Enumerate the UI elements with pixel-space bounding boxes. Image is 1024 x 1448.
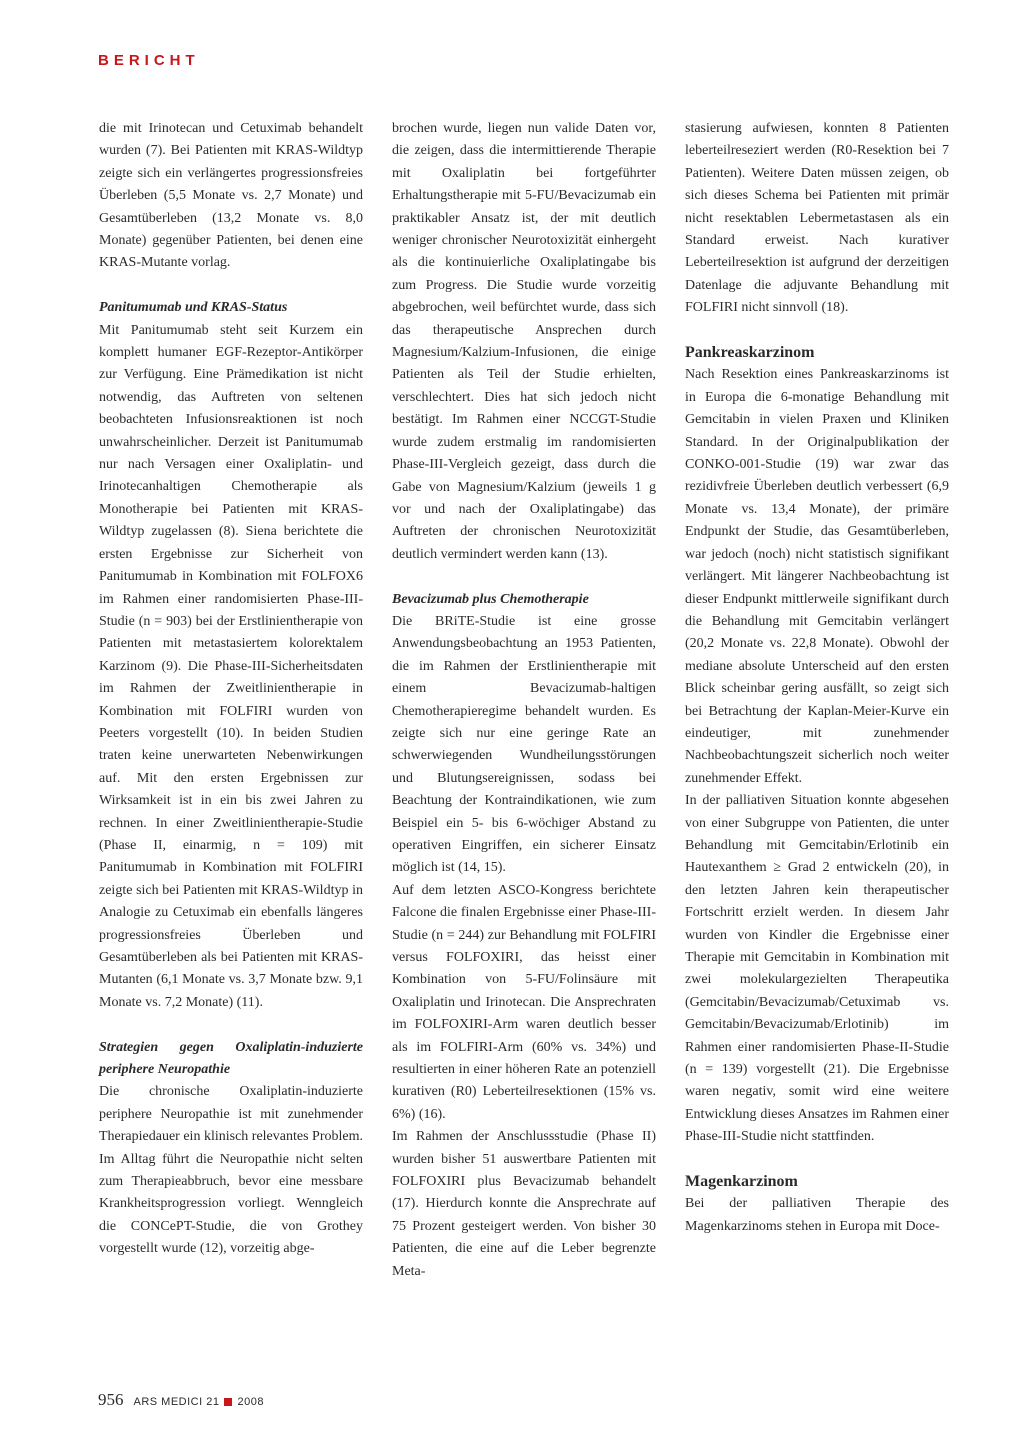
section-heading: Magenkarzinom [685, 1173, 798, 1191]
paragraph: brochen wurde, liegen nun valide Daten vor, die zeigen, dass die intermittierende Therapie mit Oxaliplatin bei fortgeführter Erhaltungstherapie mit 5-FU/Bevacizumab ein praktikabler Ansatz ist, der mit deutlich weniger chronischer Neurotoxizität einhergeht als die kontinuierliche Oxaliplatingabe bis zum Progress. Die Studie wurde vorzeitig abgebrochen, weil befürchtet wurde, dass sich das therapeutische Ansprechen durch Magnesium/Kalzium-Infusionen, die einige Patienten als Teil der Studie erhielten, verschlechtert. Dies hat sich jedoch nicht bestätigt. Im Rahmen einer NCCGT-Studie wurde zudem erstmalig im randomisierten Phase-III-Vergleich gezeigt, dass durch die Gabe von Magnesium/Kalzium (jeweils 1 g vor und nach der Oxaliplatingabe) das Auftreten der chronischen Neurotoxizität deutlich vermindert werden kann (13). [392, 121, 656, 562]
journal-year: 2008 [237, 1396, 264, 1408]
text-column-2 [392, 118, 656, 1283]
paragraph: Die chronische Oxaliplatin-induzierte periphere Neuropathie ist mit zunehmender Therapiedauer ein klinisch relevantes Problem. Im Alltag führt die Neuropathie nicht selten zum Therapieabbruch, bevor eine messbare Krankheitsprogression vorliegt. Wenngleich die CONCePT-Studie, die von Grothey vorgestellt wurde (12), vorzeitig abge- [99, 1084, 363, 1257]
text-column-3 [685, 118, 949, 1238]
page-footer [98, 1390, 264, 1410]
paragraph: Die BRiTE-Studie ist eine grosse Anwendungsbeobachtung an 1953 Patienten, die im Rahmen der Erstlinientherapie mit einem Bevacizumab-haltigen Chemotherapieregime behandelt wurden. Es zeigte sich nur eine geringe Rate an schwerwiegenden Wundheilungsstörungen und Blutungsereignissen, sodass bei Beachtung der Kontraindikationen, wie zum Beispiel ein 5- bis 6-wöchiger Abstand zu operativen Eingriffen, ein sicherer Einsatz möglich ist (14, 15). [392, 613, 656, 876]
paragraph: stasierung aufwiesen, konnten 8 Patienten leberteilreseziert werden (R0-Resektion bei 7 Patienten). Weitere Daten müssen zeigen, ob sich dieses Schema bei Patienten mit primär nicht resektablen Lebermetastasen als ein Standard erweist. Nach kurativer Leberteilresektion ist aufgrund der derzeitigen Datenlage die adjuvante Behandlung mit FOLFIRI nicht sinnvoll (18). [685, 121, 949, 316]
subheading: Strategien gegen Oxaliplatin-induzierte periphere Neuropathie [99, 1039, 363, 1078]
subheading: Bevacizumab plus Chemotherapie [392, 591, 589, 607]
section-label: BERICHT [98, 52, 200, 69]
journal-name: ARS MEDICI 21 [133, 1396, 220, 1408]
paragraph: In der palliativen Situation konnte abgesehen von einer Subgruppe von Patienten, die unter Behandlung mit Gemcitabin/Erlotinib ein Hautexanthem ≥ Grad 2 entwickeln (20), in den letzten Jahren kein therapeutischer Fortschritt erzielt werden. In diesem Jahr wurden von Kindler die Ergebnisse einer Therapie mit Gemcitabin in Kombination mit zwei molekulargezielten Therapeutika (Gemcitabin/Bevacizumab/Cetuximab vs. Gemcitabin/Bevacizumab/Erlotinib) im Rahmen einer randomisierten Phase-II-Studie (n = 139) vorgestellt (21). Die Ergebnisse waren negativ, somit wird eine weitere Entwicklung dieses Ansatzes im Rahmen einer Phase-III-Studie nicht stattfinden. [685, 793, 949, 1145]
square-icon [224, 1398, 232, 1406]
paragraph: die mit Irinotecan und Cetuximab behandelt wurden (7). Bei Patienten mit KRAS-Wildtyp zeigte sich ein verlängertes progressionsfreies Überleben (5,5 Monate vs. 2,7 Monate) und Gesamtüberleben (13,2 Monate vs. 8,0 Monate) gegenüber Patienten, bei denen eine KRAS-Mutante vorlag. [99, 121, 363, 271]
paragraph: Mit Panitumumab steht seit Kurzem ein komplett humaner EGF-Rezeptor-Antikörper zur Verfügung. Eine Prämedikation ist nicht notwendig, das Auftreten von seltenen beobachteten Infusionsreaktionen ist noch unwahrscheinlicher. Derzeit ist Panitumumab nur nach Versagen einer Oxaliplatin- und Irinotecanhaltigen Chemotherapie als Monotherapie bei Patienten mit KRAS-Wildtyp zugelassen (8). Siena berichtete die ersten Ergebnisse zur Sicherheit von Panitumumab in Kombination mit FOLFOX6 im Rahmen einer randomisierten Phase-III-Studie (n = 903) bei der Erstlinientherapie von Patienten mit metastasiertem kolorektalem Karzinom (9). Die Phase-III-Sicherheitsdaten im Rahmen der Zweitlinientherapie in Kombination mit FOLFIRI wurden von Peeters vorgestellt (10). In beiden Studien traten keine unerwarteten Nebenwirkungen auf. Mit den ersten Ergebnissen zur Wirksamkeit ist in ein bis zwei Jahren zu rechnen. In einer Zweitlinientherapie-Studie (Phase II, einarmig, n = 109) mit Panitumumab in Kombination mit FOLFIRI zeigte sich bei Patienten mit KRAS-Wildtyp in Analogie zu Cetuximab ein ebenfalls längeres progressionsfreies Überleben und Gesamtüberleben als bei Patienten mit KRAS-Mutanten (6,1 Monate vs. 3,7 Monate bzw. 9,1 Monate vs. 7,2 Monate) (11). [99, 322, 363, 1010]
paragraph: Nach Resektion eines Pankreaskarzinoms ist in Europa die 6-monatige Behandlung mit Gemcitabin in vielen Praxen und Kliniken Standard. In der Originalpublikation der CONKO-001-Studie (19) war zwar das rezidivfreie Überleben deutlich verbessert (6,9 Monate vs. 13,4 Monate), der primäre Endpunkt der Studie, das Gesamtüberleben, war jedoch (noch) nicht statistisch signifikant verlängert. Mit längerer Nachbeobachtung ist dieser Endpunkt mittlerweile signifikant durch die Behandlung mit Gemcitabin verlängert (20,2 Monate vs. 22,8 Monate). Obwohl der mediane absolute Unterscheid auf den ersten Blick scheinbar gering ausfällt, so zeigt sich bei Betrachtung der Kaplan-Meier-Kurve ein eindeutiger, mit zunehmender Nachbeobachtungszeit sicherlich noch weiter zunehmender Effekt. [685, 367, 949, 786]
paragraph: Auf dem letzten ASCO-Kongress berichtete Falcone die finalen Ergebnisse einer Phase-III-Studie (n = 244) zur Behandlung mit FOLFIRI versus FOLFOXIRI, das heisst einer Kombination von 5-FU/Folinsäure mit Oxaliplatin und Irinotecan. Die Ansprechraten im FOLFOXIRI-Arm waren deutlich besser als im FOLFIRI-Arm (60% vs. 34%) und resultierten in einer höheren Rate an potenziell kurativen (R0) Leberteilresektionen (15% vs. 6%) (16). [392, 882, 656, 1122]
paragraph: Bei der palliativen Therapie des Magenkarzinoms stehen in Europa mit Doce- [685, 1196, 949, 1234]
journal-info [134, 1396, 264, 1408]
text-column-1 [99, 118, 363, 1261]
subheading: Panitumumab und KRAS-Status [99, 300, 288, 316]
page-number: 956 [98, 1390, 124, 1409]
section-heading: Pankreaskarzinom [685, 344, 815, 362]
paragraph: Im Rahmen der Anschlussstudie (Phase II) wurden bisher 51 auswertbare Patienten mit FOLFOXIRI plus Bevacizumab behandelt (17). Hierdurch konnte die Ansprechrate auf 75 Prozent gesteigert werden. Von bisher 30 Patienten, die eine auf die Leber begrenzte Meta- [392, 1129, 656, 1279]
